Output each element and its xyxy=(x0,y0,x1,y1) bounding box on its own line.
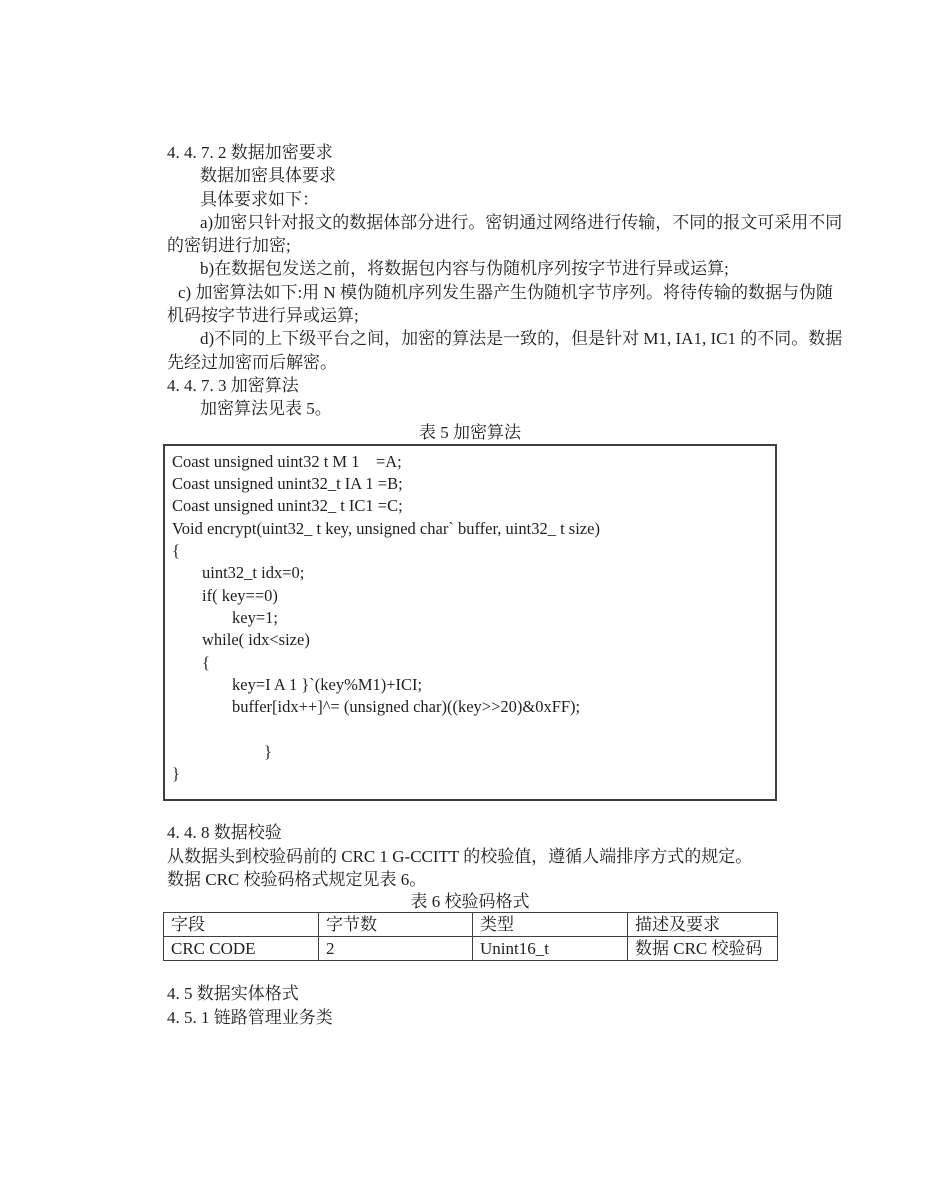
list-item-d-line-2: 先经过加密而后解密。 xyxy=(167,352,337,372)
table-row xyxy=(164,937,778,961)
table-cell-description: 数据 CRC 校验码 xyxy=(628,937,778,961)
code-line: key=I A 1 }`(key%M1)+ICI; xyxy=(232,674,423,694)
para-see-table-6: 数据 CRC 校验码格式规定见表 6。 xyxy=(167,869,427,889)
heading-4-5-1: 4. 5. 1 链路管理业务类 xyxy=(167,1007,333,1027)
code-line: buffer[idx++]^= (unsigned char)((key>>20)&0xFF); xyxy=(232,697,581,717)
code-line: { xyxy=(202,652,210,672)
heading-4-4-7-2: 4. 4. 7. 2 数据加密要求 xyxy=(167,143,333,162)
document-content xyxy=(167,141,843,1029)
heading-4-4-8: 4. 4. 8 数据校验 xyxy=(167,823,282,843)
code-line: uint32_t idx=0; xyxy=(202,563,305,583)
code-line: { xyxy=(172,541,180,561)
list-item-a-line-2: 的密钥进行加密; xyxy=(167,236,291,256)
table-header-row xyxy=(164,913,778,937)
code-line: Coast unsigned unint32_ t IC1 =C; xyxy=(172,496,403,516)
table-5-caption: 表 5 加密算法 xyxy=(419,422,521,442)
code-line: } xyxy=(172,764,180,784)
table-6-checksum-format xyxy=(163,912,778,961)
code-line: if( key==0) xyxy=(202,585,278,605)
table-header-field: 字段 xyxy=(164,913,319,937)
table-5-code-block xyxy=(163,444,777,801)
code-line: key=1; xyxy=(232,607,278,627)
table-cell-byte-count: 2 xyxy=(319,937,473,961)
heading-4-4-7-3: 4. 4. 7. 3 加密算法 xyxy=(167,375,299,395)
table-header-byte-count: 字节数 xyxy=(319,913,473,937)
list-item-c-line-1: c) 加密算法如下:用 N 模伪随机序列发生器产生伪随机字节序列。将待传输的数据与伪随 xyxy=(178,282,833,302)
list-item-c-line-2: 机码按字节进行异或运算; xyxy=(167,306,359,326)
code-line-blank xyxy=(172,718,771,740)
para-crc-description: 从数据头到校验码前的 CRC 1 G-CCITT 的校验值，遵循人端排序方式的规定。 xyxy=(167,846,753,866)
table-header-description: 描述及要求 xyxy=(628,913,778,937)
code-line: Void encrypt(uint32_ t key, unsigned char` buffer, uint32_ t size) xyxy=(172,518,600,538)
code-line: Coast unsigned unint32_t IA 1 =B; xyxy=(172,474,403,494)
heading-4-5: 4. 5 数据实体格式 xyxy=(167,984,299,1004)
code-line: while( idx<size) xyxy=(202,630,310,650)
table-cell-type: Unint16_t xyxy=(473,937,628,961)
table-header-type: 类型 xyxy=(473,913,628,937)
list-item-d-line-1: d)不同的上下级平台之间，加密的算法是一致的，但是针对 M1, IA1, IC1 的不同。数据 xyxy=(200,329,843,349)
table-6-caption: 表 6 校验码格式 xyxy=(410,892,530,912)
code-line: } xyxy=(264,741,272,761)
list-item-b: b)在数据包发送之前，将数据包内容与伪随机序列按字节进行异或运算; xyxy=(200,259,729,279)
table-cell-field: CRC CODE xyxy=(164,937,319,961)
para-requirements-intro: 具体要求如下： xyxy=(200,189,319,209)
list-item-a-line-1: a)加密只针对报文的数据体部分进行。密钥通过网络进行传输，不同的报文可采用不同 xyxy=(200,212,843,232)
code-line: Coast unsigned uint32 t M 1 =A; xyxy=(172,451,402,471)
para-see-table-5: 加密算法见表 5。 xyxy=(200,399,332,419)
para-encryption-summary: 数据加密具体要求 xyxy=(200,166,336,186)
